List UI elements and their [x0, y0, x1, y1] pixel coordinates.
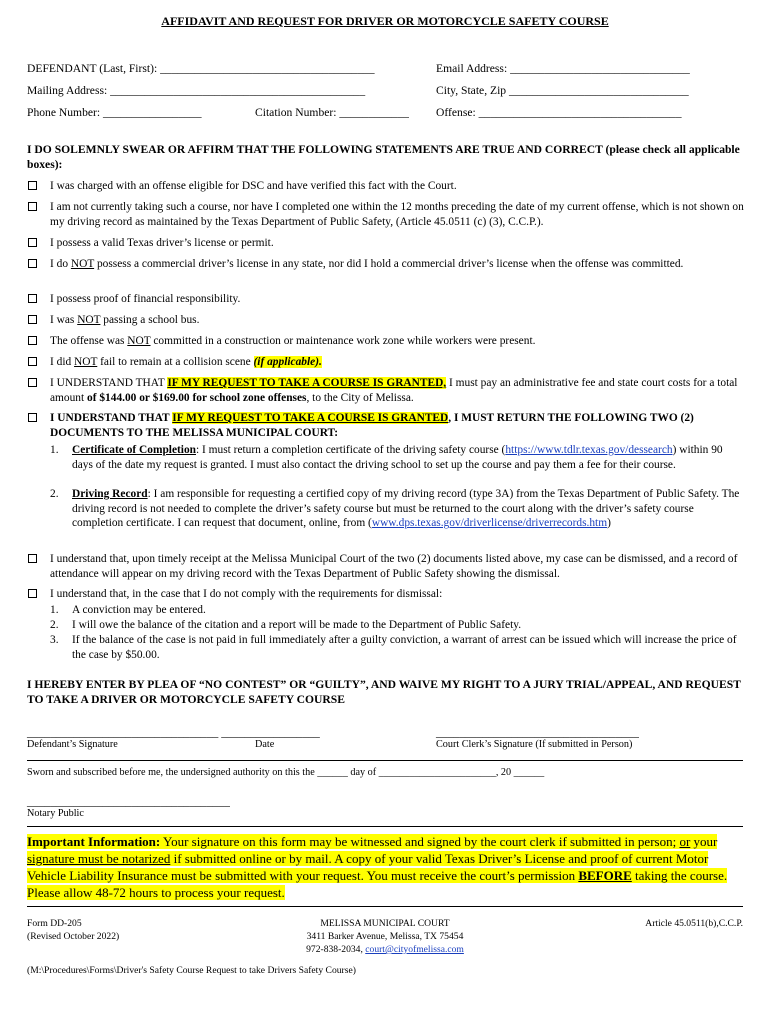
- consequence-warrant: If the balance of the case is not paid in full immediately after a guilty conviction, a warrant of arrest can be issued which will increase the price of the case by $50.00.: [72, 634, 737, 661]
- divider: [27, 826, 743, 827]
- plea-statement: I HEREBY ENTER BY PLEA OF “NO CONTEST” OR “GUILTY”, AND WAIVE MY RIGHT TO A JURY TRIAL/APPEAL, AND REQUEST TO TAKE A DRIVER OR MOTORCYCLE SAFETY COURSE: [27, 678, 741, 706]
- checkbox-work-zone[interactable]: [28, 336, 37, 345]
- checkbox-return-documents[interactable]: [28, 413, 37, 422]
- court-email-link[interactable]: court@cityofmelissa.com: [365, 944, 464, 955]
- checkbox-no-commercial-license[interactable]: [28, 259, 37, 268]
- checkbox-administrative-fee[interactable]: [28, 378, 37, 387]
- tdlr-link[interactable]: https://www.tdlr.texas.gov/dessearch: [505, 444, 673, 456]
- defendant-signature-label: Defendant’s Signature: [27, 739, 118, 750]
- checkbox-noncompliance[interactable]: [28, 589, 37, 598]
- divider: [27, 906, 743, 907]
- statement-collision-scene: I did NOT fail to remain at a collision scene (if applicable).: [50, 356, 322, 368]
- oath-heading: I DO SOLEMNLY SWEAR OR AFFIRM THAT THE FOLLOWING STATEMENTS ARE TRUE AND CORRECT (please check all applicable boxes):: [27, 143, 740, 171]
- clerk-signature-line[interactable]: ___________________________________: [436, 726, 639, 739]
- defendant-signature-line[interactable]: _________________________________ _________________: [27, 726, 320, 739]
- checkbox-dismissal[interactable]: [28, 554, 37, 563]
- offense-field[interactable]: Offense: ___________________________________: [436, 106, 682, 119]
- mailing-address-field[interactable]: Mailing Address: ____________________________________________: [27, 84, 366, 97]
- divider: [27, 760, 743, 761]
- statement-noncompliance: I understand that, in the case that I do not comply with the requirements for dismissal:: [50, 588, 443, 600]
- document-item-certificate: 1.: [50, 444, 59, 456]
- clerk-signature-label: Court Clerk’s Signature (If submitted in Person): [436, 739, 633, 750]
- sworn-statement[interactable]: Sworn and subscribed before me, the undersigned authority on this the ______ day of _______________________, 20 ______: [27, 767, 545, 778]
- statement-no-commercial-license: I do NOT possess a commercial driver’s license in any state, nor did I hold a commercial driver’s license when the offense was committed.: [50, 258, 684, 270]
- notary-label: Notary Public: [27, 808, 84, 819]
- statement-work-zone: The offense was NOT committed in a construction or maintenance work zone while workers were present.: [50, 335, 536, 347]
- defendant-field[interactable]: DEFENDANT (Last, First): _____________________________________: [27, 62, 375, 75]
- dps-link[interactable]: www.dps.texas.gov/driverlicense/driverrecords.htm: [371, 517, 608, 530]
- important-information: Important Information: Your signature on this form may be witnessed and signed by the court clerk if submitted in person; or your signature must be notarized if submitted online or by mail. A copy of your valid Texas Driver’s License and proof of current Motor Vehicle Liability Insurance must be submitted with your request. You must receive the court’s permission BEFORE taking the course. Please allow 48-72 hours to process your request.: [27, 834, 728, 900]
- document-certificate-text: Certificate of Completion: I must return a completion certificate of the driving safety course (https://www.tdlr.texas.gov/dessearch) within 90 days of the date my request is granted. I must also contact the driving school to set up the course and pay them a fee for their course.: [72, 444, 723, 471]
- statement-financial-responsibility: I possess proof of financial responsibility.: [50, 293, 241, 305]
- statement-dismissal: I understand that, upon timely receipt at the Melissa Municipal Court of the two (2) documents listed above, my case can be dismissed, and a record of attendance will appear on my driving record with the Texas Department of Public Safety showing the dismissal.: [50, 553, 738, 580]
- statement-valid-license: I possess a valid Texas driver’s license or permit.: [50, 237, 274, 249]
- checkbox-no-recent-course[interactable]: [28, 202, 37, 211]
- notary-signature-line[interactable]: ___________________________________: [27, 795, 230, 808]
- article-reference: Article 45.0511(b),C.C.P.: [645, 918, 743, 929]
- statement-return-documents: I UNDERSTAND THAT IF MY REQUEST TO TAKE A COURSE IS GRANTED, I MUST RETURN THE FOLLOWING TWO (2) DOCUMENTS TO THE MELISSA MUNICIPAL COURT:: [50, 412, 694, 439]
- page-title: AFFIDAVIT AND REQUEST FOR DRIVER OR MOTORCYCLE SAFETY COURSE: [161, 14, 609, 28]
- court-contact: 972-838-2034, court@cityofmelissa.com: [306, 944, 464, 955]
- consequence-item: 2.: [50, 619, 59, 631]
- consequence-item: 1.: [50, 604, 59, 616]
- form-revision: (Revised October 2022): [27, 931, 120, 942]
- statement-school-bus: I was NOT passing a school bus.: [50, 314, 200, 326]
- document-item-driving-record: 2.: [50, 488, 59, 500]
- checkbox-valid-license[interactable]: [28, 238, 37, 247]
- file-path-note: (M:\Procedures\Forms\Driver's Safety Course Request to take Drivers Safety Course): [27, 965, 356, 976]
- statement-offense-eligible: I was charged with an offense eligible for DSC and have verified this fact with the Court.: [50, 180, 457, 192]
- checkbox-collision-scene[interactable]: [28, 357, 37, 366]
- email-field[interactable]: Email Address: _______________________________: [436, 62, 690, 75]
- city-state-zip-field[interactable]: City, State, Zip _______________________________: [436, 84, 689, 97]
- statement-no-recent-course: I am not currently taking such a course, nor have I completed one within the 12 months preceding the date of my current offense, which is not shown on my driving record as maintained by the Texas Department of Public Safety, (Article 45.0511 (c) (3), C.C.P.).: [50, 201, 744, 228]
- checkbox-financial-responsibility[interactable]: [28, 294, 37, 303]
- consequence-item: 3.: [50, 634, 59, 646]
- form-number: Form DD-205: [27, 918, 82, 929]
- phone-field[interactable]: Phone Number: _________________: [27, 106, 202, 119]
- statement-administrative-fee: I UNDERSTAND THAT IF MY REQUEST TO TAKE A COURSE IS GRANTED, I must pay an administrative fee and state court costs for a total amount of $144.00 or $169.00 for school zone offenses, to the City of Melissa.: [50, 377, 738, 404]
- court-address: 3411 Barker Avenue, Melissa, TX 75454: [306, 931, 464, 942]
- date-label: Date: [255, 739, 275, 750]
- checkbox-offense-eligible[interactable]: [28, 181, 37, 190]
- checkbox-school-bus[interactable]: [28, 315, 37, 324]
- document-driving-record-text: Driving Record: I am responsible for requesting a certified copy of my driving record (type 3A) from the Texas Department of Public Safety. The driving record is not needed to complete the driver’s safety course but must be returned to the court along with the driver’s safety course completion certificate. I can request that document, online, from (www.dps.texas.gov/driverlicense/driverrecords.htm): [72, 488, 740, 530]
- court-name: MELISSA MUNICIPAL COURT: [320, 918, 450, 929]
- consequence-balance: I will owe the balance of the citation and a report will be made to the Department of Public Safety.: [72, 619, 522, 631]
- consequence-conviction: A conviction may be entered.: [72, 604, 206, 616]
- citation-number-field[interactable]: Citation Number: ____________: [255, 106, 409, 119]
